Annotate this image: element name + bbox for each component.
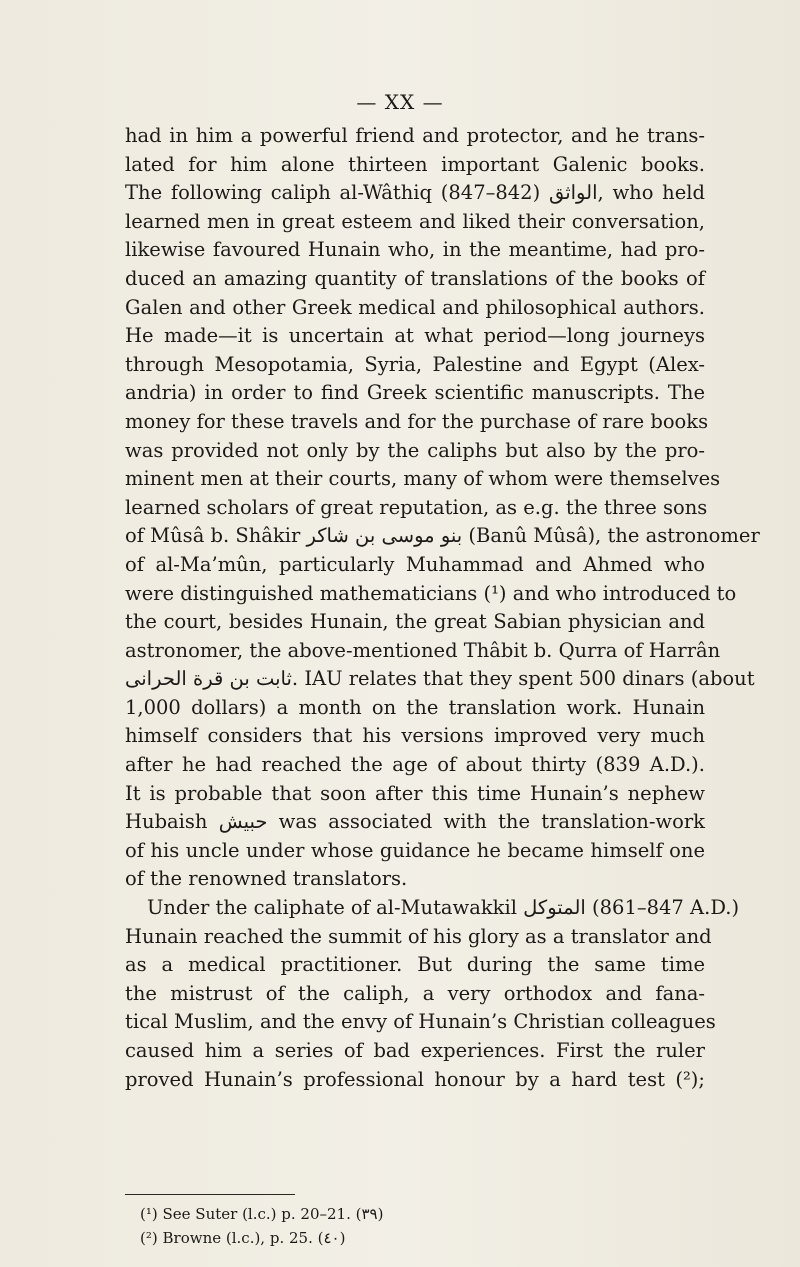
body-text xyxy=(125,122,760,1094)
text-line: ثابت بن قرة الحرانى. IAU relates that they spent 500 dinars (about xyxy=(125,667,755,691)
footnote-rule xyxy=(125,1194,295,1195)
text-line: was provided not only by the caliphs but also by the pro- xyxy=(125,438,705,462)
text-line: the mistrust of the caliph, a very orthodox and fana- xyxy=(125,981,705,1005)
footnote-marker: (²) xyxy=(140,1229,158,1247)
text-line: after he had reached the age of about thirty (839 A.D.). xyxy=(125,753,705,777)
footnote xyxy=(140,1226,700,1250)
text-line: likewise favoured Hunain who, in the meantime, had pro- xyxy=(125,238,705,262)
text-line: Hubaish حبيش was associated with the translation-work xyxy=(125,810,705,834)
text-line: were distinguished mathematicians (¹) and who introduced to xyxy=(125,581,737,605)
text-line: as a medical practitioner. But during the same time xyxy=(125,953,705,977)
text-line: money for these travels and for the purchase of rare books xyxy=(125,409,709,433)
text-line: of his uncle under whose guidance he became himself one xyxy=(125,838,705,862)
text-line: Hunain reached the summit of his glory as a translator and xyxy=(125,924,712,948)
text-line: andria) in order to find Greek scientific manuscripts. The xyxy=(125,381,705,405)
text-line: Under the caliphate of al-Mutawakkil المتوكل (847–861 A.D.) xyxy=(147,896,740,920)
text-line: of the renowned translators. xyxy=(125,867,408,891)
text-line: lated for him alone thirteen important Galenic books. xyxy=(125,152,705,176)
text-line: He made—it is uncertain at what period—long journeys xyxy=(125,324,705,348)
text-line: learned men in great esteem and liked their conversation, xyxy=(125,209,705,233)
text-line: The following caliph al-Wâthiq الواثق (842–847), who held xyxy=(125,181,705,205)
text-line: the court, besides Hunain, the great Sabian physician and xyxy=(125,610,705,634)
text-line: astronomer, the above-mentioned Thâbit b. Qurra of Harrân xyxy=(125,638,721,662)
text-line: 1,000 dollars) a month on the translation work. Hunain xyxy=(125,695,705,719)
running-head: — XX — xyxy=(356,90,444,114)
footnote-text: See Suter (l.c.) p. 20–21. (٣٩) xyxy=(162,1205,384,1223)
text-line: of Mûsâ b. Shâkir بنو موسى بن شاكر (Banû Mûsâ), the astronomer xyxy=(125,524,760,548)
text-line: minent men at their courts, many of whom were themselves xyxy=(125,467,721,491)
text-line: had in him a powerful friend and protector, and he trans- xyxy=(125,124,705,147)
text-line: learned scholars of great reputation, as e.g. the three sons xyxy=(125,495,708,519)
text-line: caused him a series of bad experiences. First the ruler xyxy=(125,1039,705,1062)
text-line: through Mesopotamia, Syria, Palestine and Egypt (Alex- xyxy=(125,352,705,376)
text-line: proved Hunain’s professional honour by a hard test (²); xyxy=(125,1067,705,1091)
text-line: himself considers that his versions improved very much xyxy=(125,724,705,748)
text-line: duced an amazing quantity of translations of the books of xyxy=(125,266,705,290)
footnote-marker: (¹) xyxy=(140,1205,158,1223)
text-line: It is probable that soon after this time Hunain’s nephew xyxy=(125,781,705,805)
text-line: Galen and other Greek medical and philosophical authors. xyxy=(125,295,705,319)
text-line: of al-Ma’mûn, particularly Muhammad and Ahmed who xyxy=(125,552,705,576)
footnotes xyxy=(140,1202,700,1250)
text-line: tical Muslim, and the envy of Hunain’s Christian colleagues xyxy=(125,1010,716,1034)
footnote xyxy=(140,1202,700,1226)
footnote-text: Browne (l.c.), p. 25. (٤٠) xyxy=(162,1229,346,1247)
